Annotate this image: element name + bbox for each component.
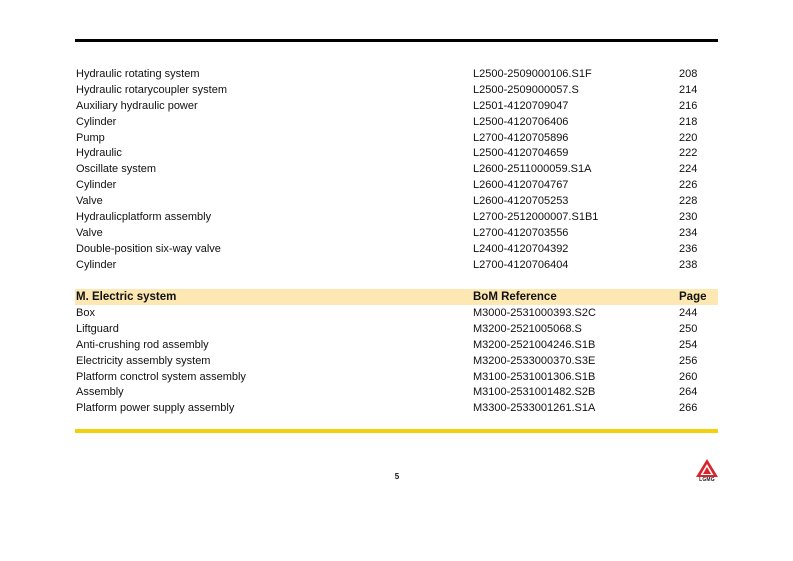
part-name: Liftguard: [76, 322, 119, 335]
bom-reference: L2500-2509000057.S: [473, 83, 579, 96]
table-row: [75, 115, 718, 131]
part-name: Cylinder: [76, 258, 117, 271]
part-name: Platform conctrol system assembly: [76, 370, 246, 383]
part-name: Platform power supply assembly: [76, 402, 235, 415]
electric-parts-list: [75, 306, 718, 417]
bottom-divider: [75, 429, 718, 433]
table-row: [75, 83, 718, 99]
part-name: Hydraulic rotarycoupler system: [76, 83, 227, 96]
table-row: [75, 99, 718, 115]
table-row: [75, 178, 718, 194]
table-row: [75, 67, 718, 83]
bom-reference: L2700-4120705896: [473, 131, 569, 144]
page-reference: 226: [679, 179, 698, 192]
table-row: [75, 370, 718, 386]
page-reference: 218: [679, 115, 698, 128]
page-column-header: Page: [679, 291, 707, 303]
page-reference: 208: [679, 68, 698, 80]
table-row: [75, 385, 718, 401]
page-number: 5: [394, 472, 400, 481]
table-row: [75, 226, 718, 242]
page-reference: 264: [679, 386, 698, 399]
lgmg-logo: [695, 458, 719, 484]
page-reference: 214: [679, 83, 698, 96]
part-name: Hydraulicplatform assembly: [76, 211, 212, 224]
page-reference: 230: [679, 211, 698, 224]
page-reference: 260: [679, 370, 698, 383]
page-reference: 228: [679, 195, 698, 208]
table-row: [75, 131, 718, 147]
top-divider: [75, 39, 718, 42]
bom-reference-header: BoM Reference: [473, 291, 557, 303]
part-name: Electricity assembly system: [76, 354, 211, 367]
page-reference: 254: [679, 338, 698, 351]
bom-reference: L2600-4120704767: [473, 179, 569, 192]
part-name: Pump: [76, 131, 105, 144]
page-reference: 266: [679, 402, 698, 415]
bom-reference: L2700-4120706404: [473, 258, 569, 271]
bom-reference: L2500-2509000106.S1F: [473, 68, 592, 80]
part-name: Double-position six-way valve: [76, 242, 221, 255]
part-name: Auxiliary hydraulic power: [76, 99, 198, 112]
part-name: Oscillate system: [76, 163, 157, 176]
table-row: [75, 210, 718, 226]
bom-reference: L2400-4120704392: [473, 242, 569, 255]
bom-reference: L2500-4120704659: [473, 147, 569, 160]
page-reference: 244: [679, 307, 698, 319]
bom-reference: L2600-4120705253: [473, 195, 569, 208]
part-name: Cylinder: [76, 115, 117, 128]
page-reference: 256: [679, 354, 698, 367]
table-row: [75, 146, 718, 162]
logo-wordmark: LGMG: [699, 477, 715, 483]
bom-reference: M3300-2533001261.S1A: [473, 402, 596, 415]
part-name: Valve: [76, 226, 103, 239]
table-row: [75, 258, 718, 274]
table-row: [75, 338, 718, 354]
bom-reference: M3200-2521004246.S1B: [473, 338, 596, 351]
bom-reference: M3100-2531001306.S1B: [473, 370, 596, 383]
part-name: Valve: [76, 195, 103, 208]
table-row: [75, 354, 718, 370]
page-reference: 220: [679, 131, 698, 144]
bom-reference: M3000-2531000393.S2C: [473, 307, 596, 319]
table-row: [75, 194, 718, 210]
hydraulic-parts-list: [75, 67, 718, 274]
page-reference: 236: [679, 242, 698, 255]
part-name: Hydraulic: [76, 147, 122, 160]
table-row: [75, 306, 718, 322]
table-row: [75, 401, 718, 417]
part-name: Cylinder: [76, 179, 117, 192]
bom-reference: L2700-4120703556: [473, 226, 569, 239]
bom-reference: L2500-4120706406: [473, 115, 569, 128]
table-row: [75, 162, 718, 178]
part-name: Box: [76, 307, 95, 319]
part-name: Assembly: [76, 386, 124, 399]
bom-reference: L2501-4120709047: [473, 99, 569, 112]
section-header-electric: [75, 289, 718, 305]
page-reference: 224: [679, 163, 698, 176]
bom-reference: L2600-2511000059.S1A: [473, 163, 592, 176]
page-reference: 222: [679, 147, 698, 160]
page-reference: 234: [679, 226, 698, 239]
table-row: [75, 322, 718, 338]
page-reference: 250: [679, 322, 698, 335]
bom-reference: M3200-2533000370.S3E: [473, 354, 596, 367]
part-name: Anti-crushing rod assembly: [76, 338, 209, 351]
bom-reference: L2700-2512000007.S1B1: [473, 211, 599, 224]
bom-reference: M3100-2531001482.S2B: [473, 386, 596, 399]
page-reference: 238: [679, 258, 698, 271]
part-name: Hydraulic rotating system: [76, 68, 200, 80]
lgmg-logo-icon: [695, 458, 719, 478]
table-row: [75, 242, 718, 258]
bom-reference: M3200-2521005068.S: [473, 322, 582, 335]
page-reference: 216: [679, 99, 698, 112]
section-title: M. Electric system: [76, 291, 177, 303]
